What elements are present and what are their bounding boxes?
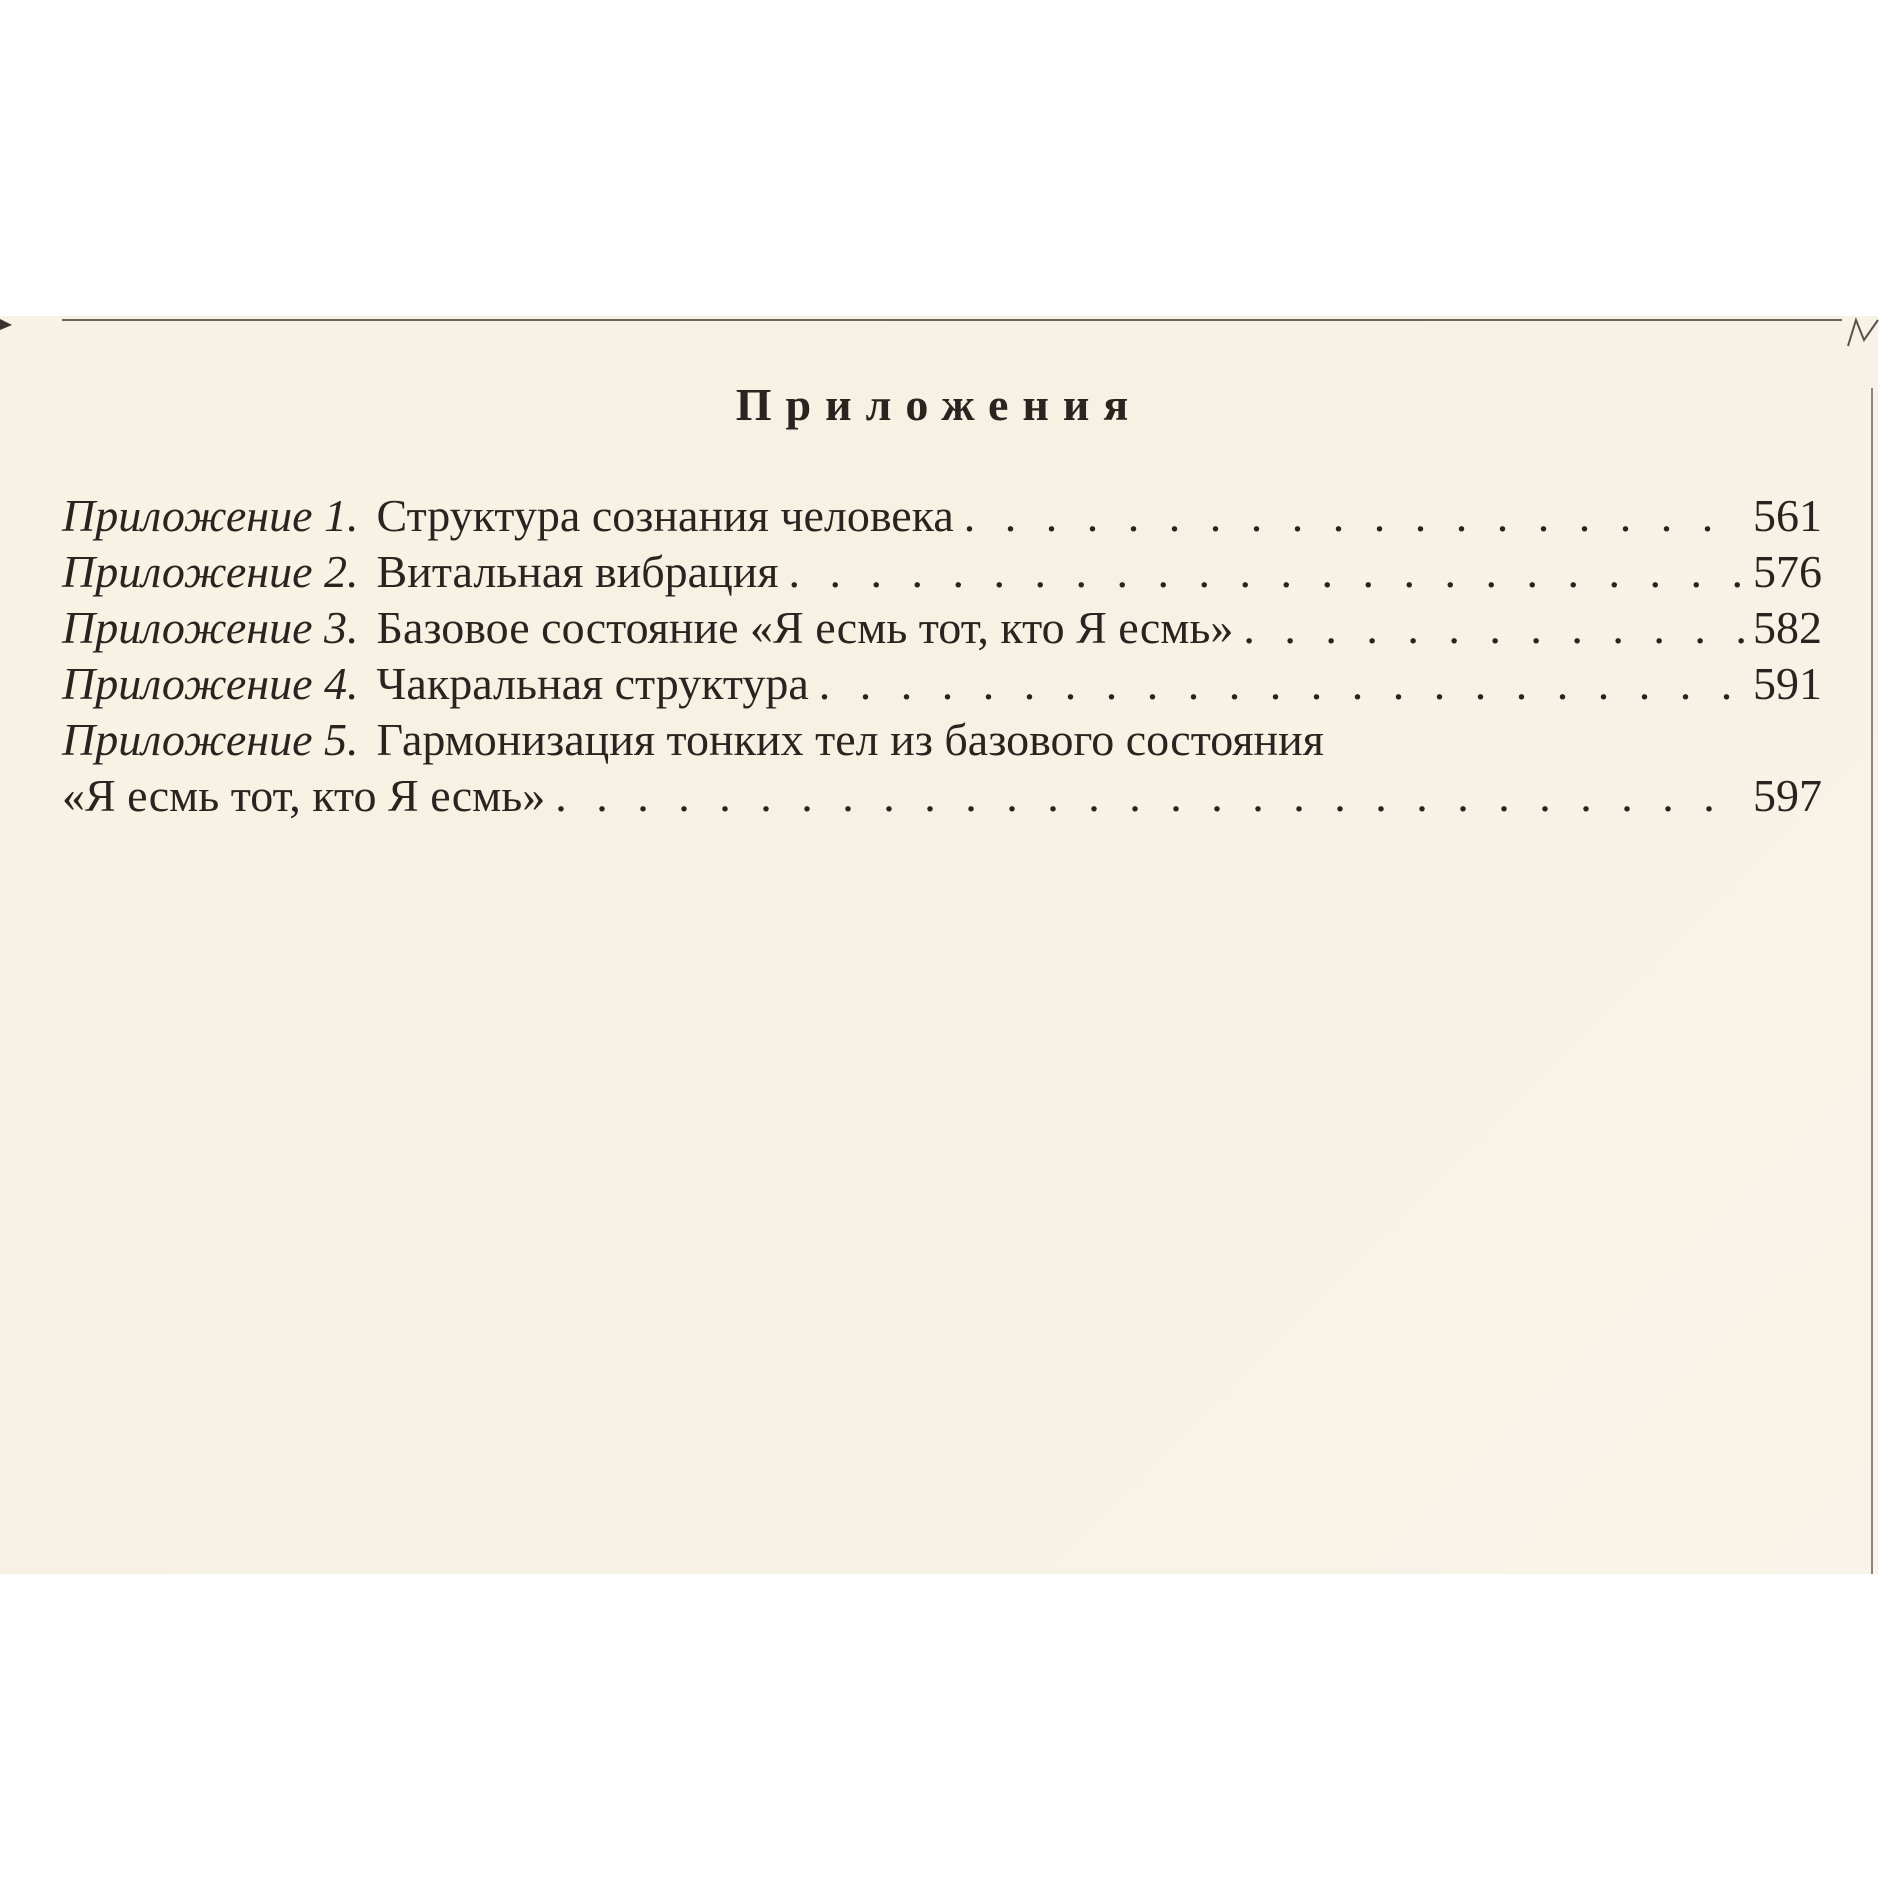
dot-leader — [789, 544, 1746, 600]
dot-leader — [964, 488, 1745, 544]
toc-entry-5 — [62, 712, 1822, 768]
corner-mark-right-icon — [1846, 316, 1880, 350]
table-of-contents — [62, 488, 1822, 824]
dot-leader — [555, 768, 1745, 824]
toc-entry-4 — [62, 656, 1822, 712]
dot-leader — [1243, 600, 1745, 656]
toc-entry-2 — [62, 544, 1822, 600]
entry-title-continuation: «Я есмь тот, кто Я есмь» — [62, 770, 546, 821]
entry-title: Базовое состояние «Я есмь тот, кто Я есмь» — [376, 602, 1234, 653]
toc-entry-1 — [62, 488, 1822, 544]
entry-page-number: 576 — [1753, 546, 1822, 597]
entry-title: Гармонизация тонких тел из базового состояния — [376, 714, 1324, 765]
entry-label: Приложение 2. — [62, 546, 359, 597]
entry-page-number: 561 — [1753, 490, 1822, 541]
entry-label: Приложение 4. — [62, 658, 359, 709]
entry-page-number: 582 — [1753, 602, 1822, 653]
toc-entry-5-continuation — [62, 768, 1822, 824]
top-rule — [62, 319, 1842, 321]
dot-leader — [819, 656, 1745, 712]
entry-label: Приложение 3. — [62, 602, 359, 653]
entry-label: Приложение 5. — [62, 714, 359, 765]
entry-page-number: 591 — [1753, 658, 1822, 709]
corner-mark-left-icon — [0, 316, 14, 330]
entry-title: Витальная вибрация — [376, 546, 779, 597]
entry-page-number: 597 — [1753, 770, 1822, 821]
entry-label: Приложение 1. — [62, 490, 359, 541]
entry-title: Чакральная структура — [376, 658, 809, 709]
right-edge-rule — [1871, 388, 1873, 1574]
entry-title: Структура сознания человека — [376, 490, 954, 541]
page-title: Приложения — [735, 379, 1143, 430]
toc-entry-3 — [62, 600, 1822, 656]
